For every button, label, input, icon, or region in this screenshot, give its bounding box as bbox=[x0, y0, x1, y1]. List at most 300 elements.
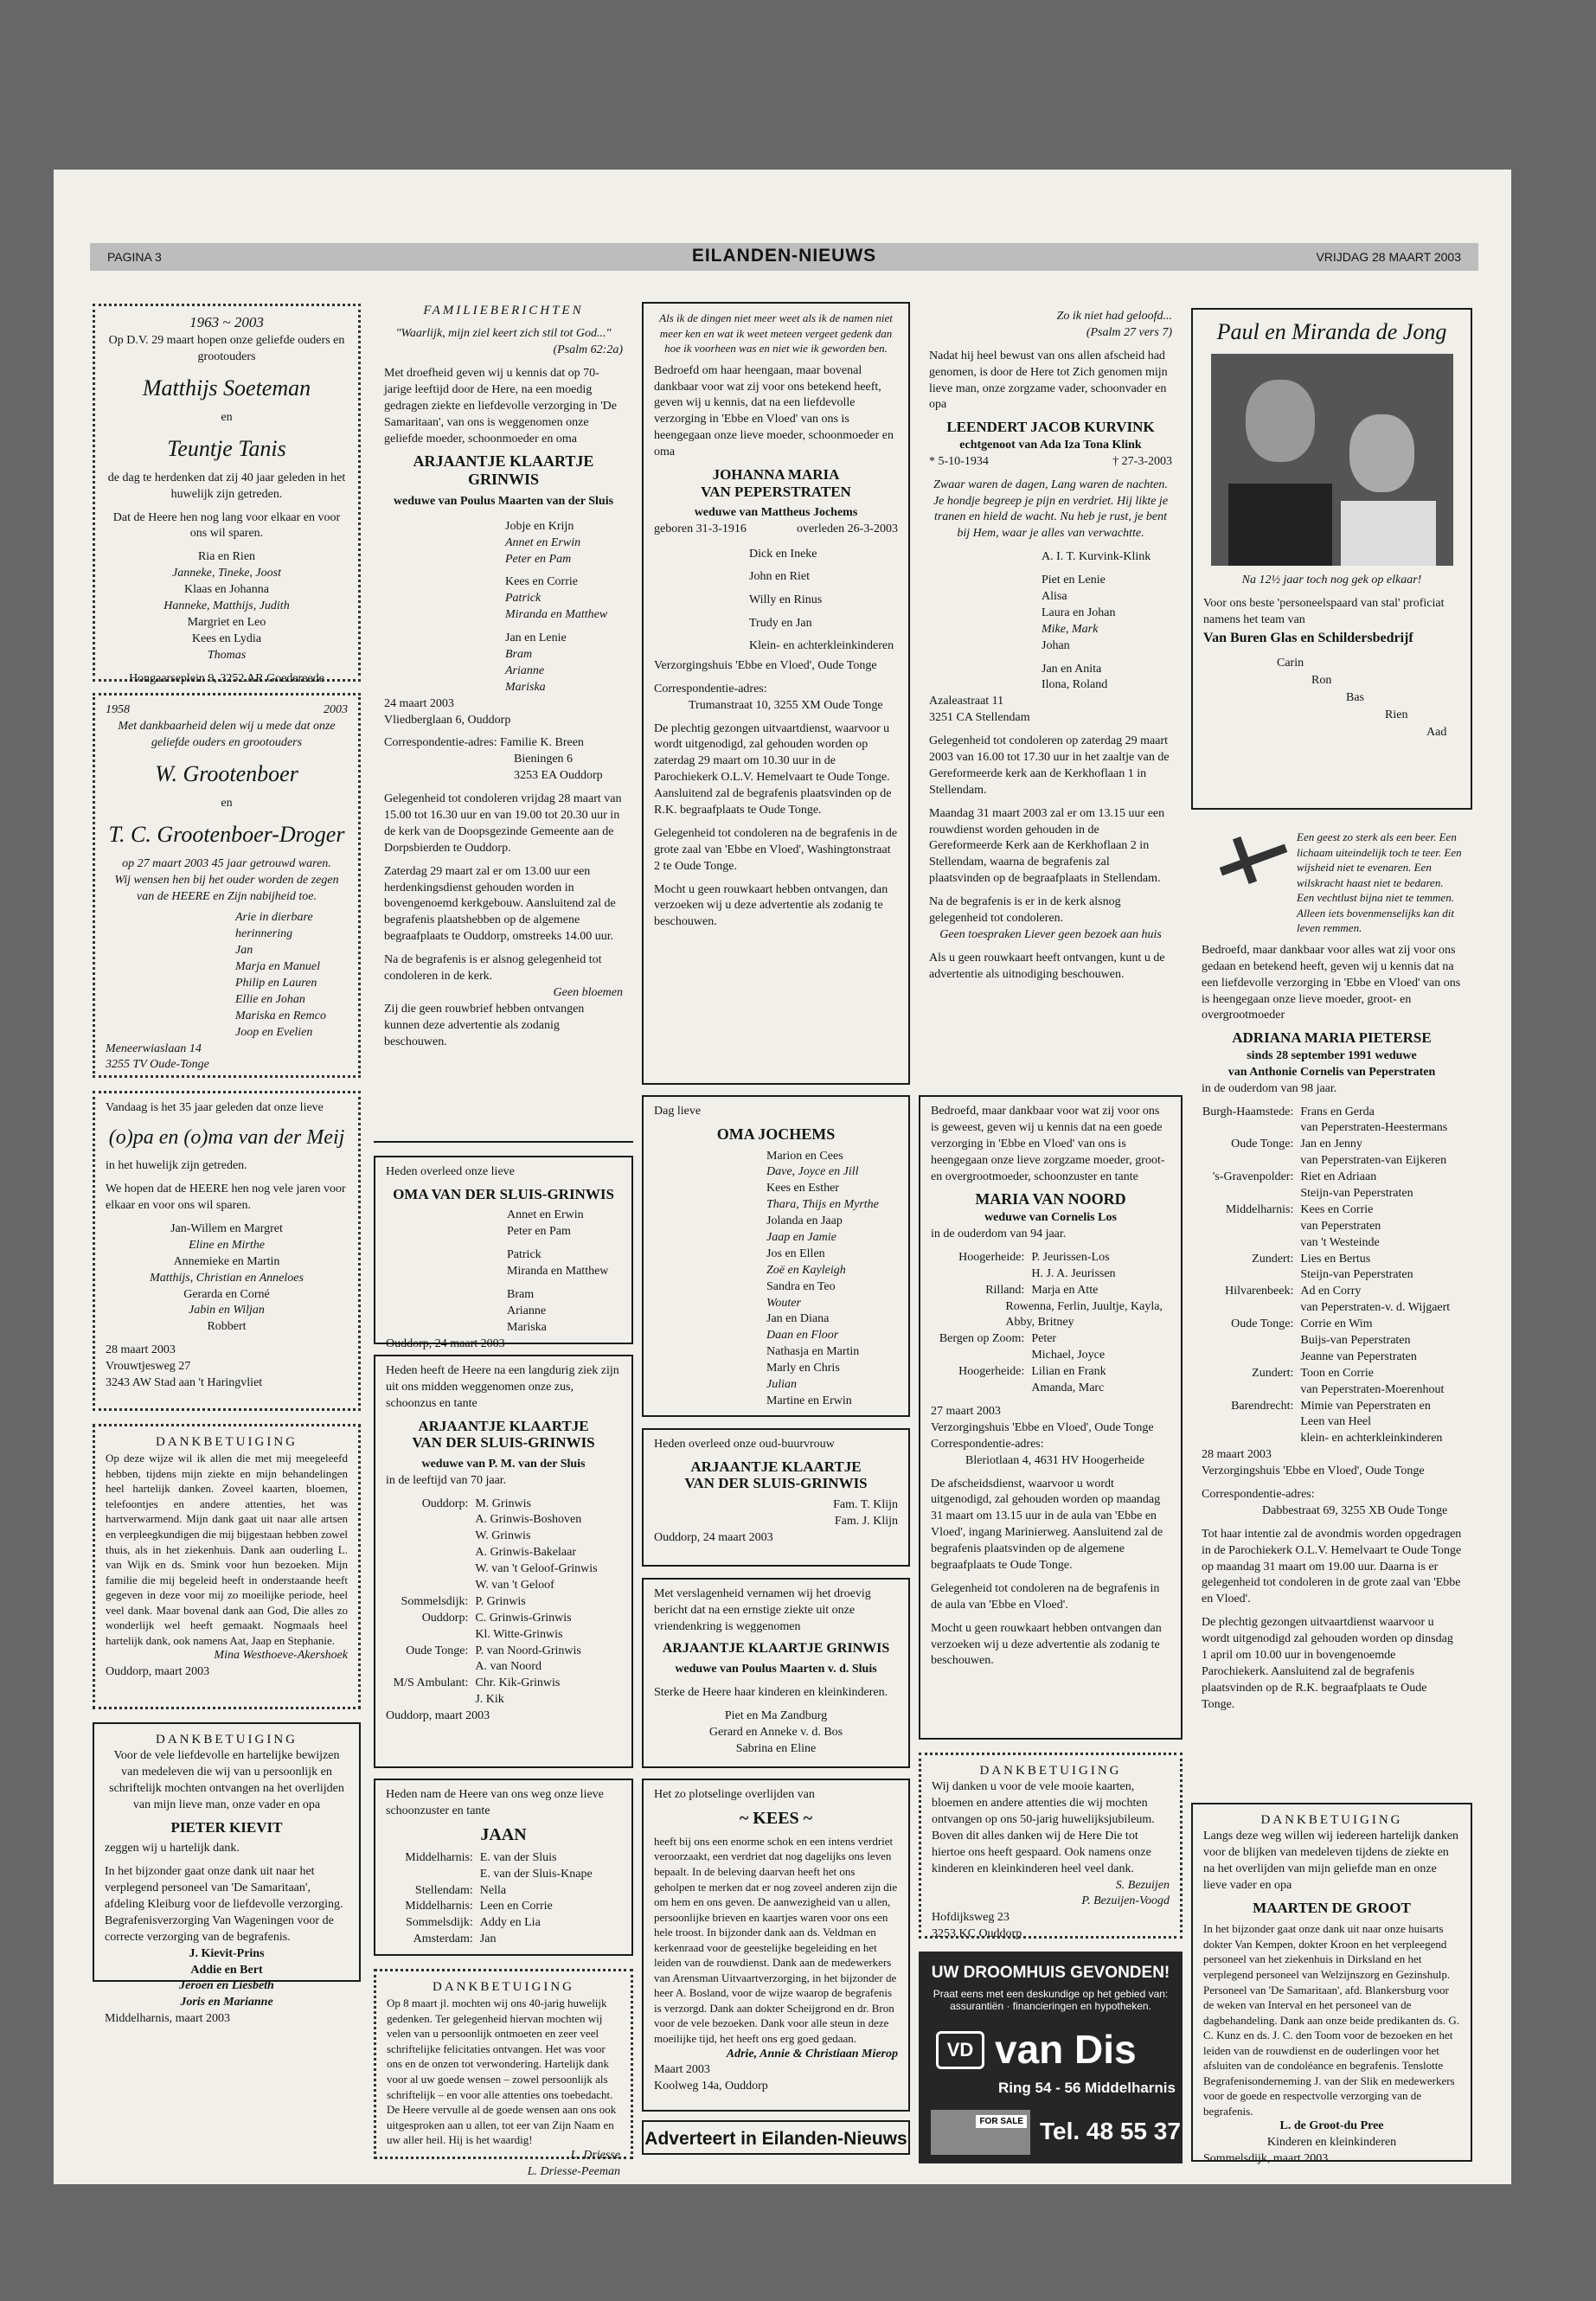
signer: Ria en Rien bbox=[197, 550, 256, 564]
signer: Thara, Thijs en Myrthe bbox=[766, 1198, 879, 1212]
relative-name: P. van Noord-Grinwis bbox=[475, 1644, 581, 1657]
relative-name: Chr. Kik-Grinwis bbox=[475, 1676, 561, 1690]
signer: Bram bbox=[507, 1288, 535, 1301]
relative-row bbox=[386, 1676, 621, 1692]
ad-subline: Praat eens met een deskundige op het gebied van: assurantiën · financieringen en hypotheken. bbox=[933, 1988, 1169, 2012]
text: Gelegenheid tot condoleren na de begrafenis in de aula van 'Ebbe en Vloed'. bbox=[931, 1581, 1160, 1612]
obituary-family-grinwis bbox=[374, 1355, 633, 1768]
date: 28 maart 2003 bbox=[1202, 1448, 1272, 1462]
signer: Dick en Ineke bbox=[749, 547, 817, 561]
text: De plechtig gezongen uitvaartdienst, waarvoor u wordt uitgenodigd, zal gehouden worden op zaterdag 29 maart om 10.30 uur in de Parochiekerk O.L.V. Hemelvaart te Oude Tonge. Aansluitend zal de begrafenis plaatsvinden op de R.K. begraafplaats te Oude Tonge. bbox=[654, 721, 892, 817]
obituary-oma-jochems bbox=[642, 1095, 910, 1417]
relative-name: Lilian en Frank bbox=[1031, 1365, 1106, 1379]
text: Voor de vele liefdevolle en hartelijke bewijzen van medeleven die wij van u persoonlijk en schriftelijk mochten ontvangen na het overlijden van mijn lieve man, onze vader en opa bbox=[109, 1749, 344, 1811]
relatives-list bbox=[386, 1497, 621, 1709]
name: ARJAANTJE KLAARTJE GRINWIS bbox=[413, 452, 594, 489]
relative-row bbox=[386, 1850, 621, 1867]
widow-of: weduwe van Poulus Maarten van der Sluis bbox=[393, 494, 614, 508]
thanks-bezuijen bbox=[919, 1753, 1183, 1939]
date: 27 maart 2003 bbox=[931, 1404, 1001, 1418]
signer: Trudy en Jan bbox=[749, 616, 812, 630]
signer: Jan en Lenie bbox=[505, 631, 567, 645]
cross-icon bbox=[1202, 830, 1297, 890]
relative-name: W. van 't Geloof-Grinwis bbox=[475, 1562, 598, 1576]
widow-of: van Anthonie Cornelis van Peperstraten bbox=[1227, 1065, 1436, 1079]
relative-row bbox=[931, 1283, 1170, 1299]
place-label: Hoogerheide: bbox=[958, 1365, 1025, 1379]
place-label: Amsterdam: bbox=[413, 1932, 473, 1946]
en: en bbox=[221, 796, 233, 810]
text: Mocht u geen rouwkaart hebben ontvangen dan verzoeken wij u deze advertentie als zodanig te beschouwen. bbox=[931, 1621, 1162, 1668]
caption: Na 12½ jaar toch nog gek op elkaar! bbox=[1241, 574, 1422, 587]
body: In het bijzonder gaat onze dank uit naar onze huisarts dokter Van Kempen, dokter Kroon en het verpleegend personeel van het ziekenhuis in Dirksland en het verplegend personeel van Welzijnszorg en Gezinshulp. Personeel van 'De Samaritaan', afd. Blankersburg voor de weken van Interval en het personeel van de dagbehandeling. Dank aan onze beide predikanten ds. G. C. Kunz en ds. J. C. den Toom voor de bezoeken en het leiden van de rouwdienst en de ouderlingen voor het afsluiten van de condoléance en begrafenis. Tenslotte Begrafenisonderneming J. van der Slik en medewerkers voor de goede en respectvolle verzorging van de begrafenis. bbox=[1203, 1922, 1460, 2118]
name: ~ KEES ~ bbox=[739, 1808, 813, 1828]
name: T. C. Grootenboer-Droger bbox=[108, 821, 345, 847]
address: Meneerwiaslaan 14 bbox=[106, 1042, 202, 1055]
widow-of: weduwe van P. M. van der Sluis bbox=[421, 1457, 586, 1471]
signer: Annet en Erwin bbox=[507, 1208, 584, 1222]
obituary-grinwis bbox=[374, 295, 633, 1143]
place-label: M/S Ambulant: bbox=[393, 1676, 469, 1690]
relative-name: Rowenna, Ferlin, Juultje, Kayla, Abby, Britney bbox=[1005, 1299, 1163, 1330]
signer: Mariska bbox=[507, 1320, 547, 1334]
relative-row bbox=[1202, 1120, 1462, 1137]
signer: Jan bbox=[235, 944, 253, 958]
signer: Addie en Bert bbox=[190, 1963, 263, 1977]
signer: Margriet en Leo bbox=[187, 615, 266, 629]
title: DANKBETUIGING bbox=[1260, 1813, 1403, 1827]
brand-address: Ring 54 - 56 Middelharnis bbox=[998, 2080, 1176, 2096]
relatives-list bbox=[1202, 1105, 1462, 1448]
relative-name: C. Grinwis-Grinwis bbox=[475, 1611, 572, 1625]
name: PIETER KIEVIT bbox=[170, 1818, 283, 1836]
signer: Dave, Joyce en Jill bbox=[766, 1165, 859, 1179]
place-label bbox=[386, 1867, 480, 1883]
signer: Eline en Mirthe bbox=[189, 1238, 265, 1252]
relative-name: van 't Westeinde bbox=[1300, 1235, 1380, 1249]
signer: Robbert bbox=[207, 1320, 247, 1334]
place-label: Zundert: bbox=[1252, 1252, 1294, 1266]
company: Van Buren Glas en Schildersbedrijf bbox=[1203, 630, 1413, 645]
signer: Piet en Ma Zandburg bbox=[724, 1708, 828, 1722]
widow-of: sinds 28 september 1991 weduwe bbox=[1247, 1048, 1417, 1062]
signer: L. Driesse-Peeman bbox=[527, 2164, 620, 2178]
signer: Kees en Esther bbox=[766, 1182, 839, 1195]
place-label: Hoogerheide: bbox=[958, 1250, 1025, 1264]
relative-name: Peter bbox=[1031, 1332, 1057, 1346]
obituary-peperstraten bbox=[642, 302, 910, 1085]
spouse: echtgenoot van Ada Iza Tona Klink bbox=[959, 438, 1142, 452]
signer: Kees en Lydia bbox=[191, 631, 262, 645]
quote-ref: (Psalm 62:2a) bbox=[553, 343, 623, 357]
signer: Ron bbox=[1311, 674, 1332, 688]
relative-name: Amanda, Marc bbox=[1031, 1381, 1105, 1395]
obituary-kurvink bbox=[919, 302, 1183, 1085]
place-label bbox=[1202, 1267, 1300, 1284]
relative-row bbox=[1202, 1333, 1462, 1349]
place-label: Oude Tonge: bbox=[1231, 1138, 1294, 1151]
no-flowers: Geen bloemen bbox=[553, 985, 623, 999]
signer: Kinderen en kleinkinderen bbox=[1266, 2136, 1397, 2150]
place-label: Middelharnis: bbox=[405, 1850, 473, 1864]
died: overleden 26-3-2003 bbox=[796, 522, 898, 535]
relative-name: van Peperstraten-van Eijkeren bbox=[1300, 1154, 1447, 1168]
relative-row bbox=[1202, 1300, 1462, 1317]
relative-row bbox=[1202, 1170, 1462, 1186]
relative-row bbox=[1202, 1382, 1462, 1399]
place-label: Middelharnis: bbox=[405, 1900, 473, 1913]
text: Met droefheid geven wij u kennis dat op 70-jarige leeftijd door de Here, na een moedig gedragen ziekte en liefdevolle verzorging in 'De Samaritaan', van ons is weggenomen onze geliefde moeder, schoonmoeder en oma bbox=[384, 367, 617, 445]
relative-name: P. Jeurissen-Los bbox=[1031, 1250, 1110, 1264]
date: 24 maart 2003 bbox=[384, 696, 454, 710]
place-label: Stellendam: bbox=[414, 1883, 473, 1897]
signer: Mike, Mark bbox=[1042, 622, 1099, 636]
text: Heden overleed onze lieve bbox=[386, 1165, 515, 1178]
signer: Marion en Cees bbox=[766, 1149, 843, 1163]
relative-name: Nella bbox=[479, 1883, 507, 1897]
name: ARJAANTJE KLAARTJE GRINWIS bbox=[662, 1640, 890, 1656]
signer: Willy en Rinus bbox=[749, 593, 823, 607]
relative-row bbox=[1202, 1349, 1462, 1366]
text: Heden overleed onze oud-buurvrouw bbox=[654, 1438, 835, 1451]
name: MARIA VAN NOORD bbox=[975, 1190, 1126, 1208]
body: Op 8 maart jl. mochten wij ons 40-jarig huwelijk gedenken. Ter gelegenheid hiervan mochten wij velen van u persoonlijk ontmoeten en zeer veel schriftelijke felicitaties ontvangen. Het was voor ons en de onzen tot verwondering. Hartelijk dank voor al uw goede wensen – zowel persoonlijk als schriftelijk – en voor alle attenties ons toebedacht. De Heere vervulle al de goede wensen aan ons ook uitgesproken aan u allen, tot eer van Zijn Naam en uw aller heil. Hij is het waardig! bbox=[387, 1997, 617, 2147]
quote: Zo ik niet had geloofd... bbox=[1056, 310, 1172, 323]
relative-name: P. Grinwis bbox=[475, 1594, 526, 1608]
relative-name: W. Grinwis bbox=[475, 1529, 531, 1543]
text: De afscheidsdienst, waarvoor u wordt uitgenodigd, zal gehouden worden op maandag 31 maart om 13.15 uur in de aula van 'Ebbe en Vloed', ingang Marinierweg. Aansluitend zal de begrafenis plaatsvinden op de algemene begraafplaats te Oude Tonge. bbox=[931, 1477, 1163, 1572]
name: OMA VAN DER SLUIS-GRINWIS bbox=[393, 1185, 614, 1202]
relative-name: Jan bbox=[479, 1932, 497, 1946]
text: zeggen wij u hartelijk dank. bbox=[105, 1842, 240, 1856]
relative-row bbox=[1202, 1284, 1462, 1300]
relative-name: van Peperstraten-Heestermans bbox=[1300, 1121, 1448, 1135]
thanks-driesse bbox=[374, 1969, 633, 2178]
thanks-mierop bbox=[642, 1779, 910, 2112]
correspondence: Correspondentie-adres: bbox=[1202, 1487, 1315, 1501]
address: Hofdijksweg 23 bbox=[932, 1911, 1010, 1925]
place-label bbox=[931, 1348, 1031, 1364]
name: VAN DER SLUIS-GRINWIS bbox=[684, 1475, 868, 1492]
quote: "Waarlijk, mijn ziel keert zich stil tot God..." bbox=[395, 327, 612, 341]
poem: Een geest zo sterk als een beer. Een lichaam uiteindelijk toch te teer. Een wijsheid niet te evenaren. Een wilskracht haast niet te bedaren. Een vechtlust bijna niet te temmen. Alleen iets bovenmenselijks kan dit leven remmen. bbox=[1297, 830, 1462, 935]
name: LEENDERT JACOB KURVINK bbox=[946, 419, 1155, 436]
signer: Jabin en Wiljan bbox=[189, 1304, 265, 1317]
ad-headline: UW DROOMHUIS GEVONDEN! bbox=[931, 1964, 1170, 1982]
place-label: Barendrecht: bbox=[1231, 1399, 1294, 1413]
signer: Thomas bbox=[207, 648, 247, 662]
place-label bbox=[386, 1512, 475, 1529]
section-title: FAMILIEBERICHTEN bbox=[423, 304, 584, 317]
relative-row bbox=[1202, 1202, 1462, 1219]
name: Teuntje Tanis bbox=[167, 435, 286, 461]
thanks-westhoeve bbox=[93, 1424, 361, 1709]
address: 3253 EA Ouddorp bbox=[514, 769, 603, 783]
place-label: Ouddorp: bbox=[421, 1611, 469, 1625]
widow-of: weduwe van Mattheus Jochems bbox=[694, 506, 858, 520]
place-label bbox=[1202, 1333, 1300, 1349]
relative-row bbox=[1202, 1366, 1462, 1382]
name: ARJAANTJE KLAARTJE bbox=[690, 1458, 862, 1475]
signature: Mina Westhoeve-Akershoek bbox=[214, 1649, 348, 1663]
place-label bbox=[386, 1545, 475, 1561]
address: Vliedberglaan 6, Ouddorp bbox=[384, 713, 511, 727]
anniversary-grootenboer bbox=[93, 693, 361, 1078]
name: MAARTEN DE GROOT bbox=[1253, 1899, 1411, 1916]
place-label bbox=[386, 1659, 475, 1676]
text: de dag te herdenken dat zij 40 jaar geleden in het huwelijk zijn getreden. bbox=[107, 471, 346, 501]
relative-name: Ad en Corry bbox=[1300, 1285, 1362, 1298]
signer: Jos en Ellen bbox=[766, 1247, 825, 1260]
relative-row bbox=[386, 1545, 621, 1561]
relative-name: Kl. Witte-Grinwis bbox=[475, 1627, 563, 1641]
relative-row bbox=[386, 1594, 621, 1611]
signer: Jan en Anita bbox=[1042, 662, 1102, 676]
poem: Zwaar waren de dagen, Lang waren de nachten. Je hondje begreep je pijn en verdriet. Hij likte je tranen en hield de wacht. Nu heb je rust, je bent bij Hem, waar je alles van verwachtte. bbox=[933, 478, 1169, 541]
vandis-advert bbox=[919, 1952, 1183, 2163]
intro: Op D.V. 29 maart hopen onze geliefde ouders en grootouders bbox=[108, 333, 345, 363]
signer: Klein- en achterkleinkinderen bbox=[749, 639, 894, 653]
signer: A. I. T. Kurvink-Klink bbox=[1042, 550, 1151, 564]
relative-row bbox=[1202, 1431, 1462, 1447]
address: 3243 AW Stad aan 't Haringvliet bbox=[106, 1375, 263, 1389]
obituary-neighbour bbox=[642, 1428, 910, 1567]
correspondence: Correspondentie-adres: bbox=[931, 1437, 1044, 1451]
body: Wij danken u voor de vele mooie kaarten, bloemen en andere attenties die wij mochten ontvangen op ons 50-jarig huwelijksjubileum. Boven dit alles danken wij de Here Die tot hiertoe ons heeft gespaard. Ook namens onze kinderen en kleinkinderen heel veel dank. bbox=[932, 1780, 1155, 1875]
relative-row bbox=[386, 1627, 621, 1644]
signer: Joris en Marianne bbox=[180, 1996, 273, 2009]
relative-name: Corrie en Wim bbox=[1300, 1317, 1373, 1331]
year: 2003 bbox=[324, 703, 348, 716]
text: Vandaag is het 35 jaar geleden dat onze lieve bbox=[106, 1101, 324, 1114]
relative-row bbox=[386, 1883, 621, 1900]
born: * 5-10-1934 bbox=[929, 454, 989, 468]
place-label: Sommelsdijk: bbox=[401, 1594, 469, 1608]
name: W. Grootenboer bbox=[155, 760, 298, 786]
address: Dabbestraat 69, 3255 XB Oude Tonge bbox=[1262, 1503, 1448, 1517]
died: † 27-3-2003 bbox=[1112, 454, 1172, 468]
text: Tot haar intentie zal de avondmis worden opgedragen in de Parochiekerk O.L.V. Hemelvaart te Oude Tonge op maandag 31 maart om 19.00 uur. Daarna is er gelegenheid tot condoleren in de grote zaal van 'Ebbe en Vloed'. bbox=[1202, 1527, 1462, 1606]
title: DANKBETUIGING bbox=[156, 1435, 298, 1449]
name: JAAN bbox=[480, 1824, 527, 1844]
signer: Martine en Erwin bbox=[766, 1394, 852, 1407]
signer: Arianne bbox=[507, 1304, 547, 1317]
signer: Jaap en Jamie bbox=[766, 1231, 836, 1245]
signer: Hanneke, Matthijs, Judith bbox=[163, 599, 290, 613]
address: Azaleastraat 11 bbox=[929, 695, 1004, 708]
signer: Wouter bbox=[766, 1296, 801, 1310]
text: Voor ons beste 'personeelspaard van stal' proficiat namens het team van bbox=[1203, 596, 1445, 626]
signer: P. Bezuijen-Voogd bbox=[1081, 1894, 1170, 1908]
text: Nadat hij heel bewust van ons allen afscheid had genomen, is door de Here tot Zich genomen mijn lieve man, onze zorgzame vader, schoonvader en opa bbox=[929, 349, 1168, 412]
relative-name: A. Grinwis-Bakelaar bbox=[475, 1546, 576, 1560]
relative-name: Marja en Atte bbox=[1031, 1283, 1099, 1297]
relative-row bbox=[1202, 1105, 1462, 1121]
relative-row bbox=[386, 1692, 621, 1708]
text: Met dankbaarheid delen wij u mede dat onze geliefde ouders en grootouders bbox=[118, 719, 336, 749]
signer: Jan en Diana bbox=[766, 1312, 830, 1326]
relative-name: Mimie van Peperstraten en bbox=[1300, 1399, 1431, 1413]
place-label bbox=[931, 1381, 1031, 1397]
title: Paul en Miranda de Jong bbox=[1216, 319, 1447, 344]
text: Als u geen rouwkaart heeft ontvangen, kunt u de advertentie als uitnodiging beschouwen. bbox=[929, 951, 1165, 981]
relatives-list bbox=[931, 1250, 1170, 1397]
relative-row bbox=[931, 1299, 1170, 1332]
address: Verzorgingshuis 'Ebbe en Vloed', Oude Tonge bbox=[1202, 1465, 1425, 1478]
place-label: Ouddorp: bbox=[421, 1497, 469, 1510]
relative-name: Riet en Adriaan bbox=[1300, 1170, 1377, 1184]
signer: Annemieke en Martin bbox=[173, 1254, 280, 1268]
text: De plechtig gezongen uitvaartdienst waarvoor u wordt uitgenodigd zal gehouden worden op dinsdag 1 april om 10.00 uur in bovengenoemde Parochiekerk. Aansluitend zal de begrafenis plaatsvinden op de R.K. begraafplaats te Oude Tonge. bbox=[1202, 1616, 1453, 1711]
text: Bedroefd, maar dankbaar voor wat zij voor ons is geweest, geven wij u kennis dat na een goede verzorging in 'Ebbe en Vloed' van ons is heengegaan onze lieve zorgzame moeder, groot- en overgrootmoeder, schoonzuster en tante bbox=[931, 1105, 1165, 1183]
page-header bbox=[90, 243, 1478, 271]
age: in de ouderdom van 94 jaar. bbox=[931, 1227, 1067, 1241]
signer: Sabrina en Eline bbox=[735, 1741, 817, 1755]
relative-row bbox=[386, 1644, 621, 1660]
age: in de leeftijd van 70 jaar. bbox=[386, 1473, 507, 1487]
place-label bbox=[1202, 1414, 1300, 1431]
signer: Marly en Chris bbox=[766, 1362, 840, 1375]
signer: Matthijs, Christian en Anneloes bbox=[150, 1271, 304, 1285]
place-label: Bergen op Zoom: bbox=[939, 1332, 1025, 1346]
relative-name: W. van 't Geloof bbox=[475, 1579, 554, 1592]
relative-row bbox=[1202, 1219, 1462, 1235]
relative-name: Jan en Jenny bbox=[1300, 1138, 1362, 1151]
signer: Jan-Willem en Margret bbox=[170, 1221, 283, 1235]
signer: J. Kievit-Prins bbox=[189, 1946, 265, 1960]
relative-row bbox=[386, 1659, 621, 1676]
date: Maart 2003 bbox=[654, 2063, 710, 2077]
relative-row bbox=[386, 1529, 621, 1545]
relative-name: Michael, Joyce bbox=[1031, 1349, 1106, 1362]
relative-name: Steijn-van Peperstraten bbox=[1300, 1186, 1413, 1200]
place-label bbox=[386, 1627, 475, 1644]
signer: L. de Groot-du Pree bbox=[1279, 2119, 1384, 2133]
place: Ouddorp, 24 maart 2003 bbox=[654, 1530, 773, 1544]
text: Na de begrafenis is er alsnog gelegenheid tot condoleren in de kerk. bbox=[384, 953, 602, 984]
text: Maandag 31 maart 2003 zal er om 13.15 uur een rouwdienst worden gehouden in de Gereformeerde Kerk aan de Kerkhoflaan 2 in Stellendam, waarna de begrafenis zal plaatsvinden op de begraafplaats in Stellendam. bbox=[929, 806, 1165, 886]
address: Hongaarseplein 9, 3252 AR Goedereede bbox=[129, 671, 324, 685]
relative-row bbox=[1202, 1267, 1462, 1284]
signer: Klaas en Johanna bbox=[184, 583, 269, 597]
relative-row bbox=[386, 1497, 621, 1513]
place-label: Oude Tonge: bbox=[406, 1644, 469, 1657]
relative-row bbox=[1202, 1153, 1462, 1170]
signature: Adrie, Annie & Christiaan Mierop bbox=[726, 2047, 898, 2061]
signer: Jobje en Krijn bbox=[505, 519, 574, 533]
place-label bbox=[1202, 1219, 1300, 1235]
place-label: Rilland: bbox=[985, 1283, 1025, 1297]
text: We hopen dat de HEERE hen nog vele jaren voor elkaar en voor ons wil sparen. bbox=[106, 1183, 346, 1213]
relative-name: Toon en Corrie bbox=[1300, 1366, 1374, 1380]
signer: Bram bbox=[505, 647, 533, 661]
relative-name: klein- en achterkleinkinderen bbox=[1300, 1432, 1443, 1445]
place-label: Oude Tonge: bbox=[1231, 1317, 1294, 1331]
year: 1958 bbox=[106, 703, 130, 716]
notice: Geen toespraken Liever geen bezoek aan huis bbox=[939, 927, 1162, 941]
name: (o)pa en (o)ma van der Meij bbox=[108, 1125, 345, 1149]
name: ADRIANA MARIA PIETERSE bbox=[1232, 1029, 1432, 1047]
signer: Ellie en Johan bbox=[235, 992, 305, 1006]
relative-row bbox=[931, 1266, 1170, 1283]
signer: Miranda en Matthew bbox=[505, 608, 608, 622]
signer: L. Driesse bbox=[570, 2148, 620, 2162]
text: Dat de Heere hen nog lang voor elkaar en voor ons wil sparen. bbox=[112, 510, 341, 541]
relative-row bbox=[386, 1512, 621, 1529]
signer: Piet en Lenie bbox=[1042, 574, 1106, 587]
relative-name: Kees en Corrie bbox=[1300, 1202, 1374, 1216]
place-label bbox=[931, 1299, 1005, 1332]
relative-row bbox=[931, 1364, 1170, 1381]
body: Op deze wijze wil ik allen die met mij meegeleefd hebben, tijdens mijn ziekte en mijn behandelingen heel hartelijk danken. Zoveel kaarten, bloemen, telefoontjes en andere attenties, het was hartverwarmend. Mijn dank gaat uit naar alle artsen en verpleegkundigen die mij bijgestaan hebben zowel thuis, als in het ziekenhuis. Dank aan ouderling L. van Wijk en ds. Smink voor hun bezoeken. Mijn familie die mij begeleid heeft in onderstaande heeft gegeven in deze voor mij zo moeilijke periode, heel veel dank. Maar bovenal dank aan God, Die alles zo wonderlijk wel heeft gemaakt. Nogmaals heel hartelijk dank, ook namens Aat, Jaap en Stephanie. bbox=[106, 1452, 348, 1647]
signer: Arie in dierbare herinnering bbox=[235, 911, 313, 941]
signer: Mariska en Remco bbox=[235, 1009, 326, 1022]
relatives-list bbox=[386, 1850, 621, 1948]
relative-row bbox=[931, 1381, 1170, 1397]
signer: Aad bbox=[1426, 726, 1447, 740]
title: DANKBETUIGING bbox=[433, 1980, 574, 1994]
place-label bbox=[386, 1692, 475, 1708]
signer: Peter en Pam bbox=[507, 1225, 571, 1239]
place-label bbox=[386, 1529, 475, 1545]
signer: Jolanda en Jaap bbox=[766, 1215, 843, 1228]
place-label: Burgh-Haamstede: bbox=[1202, 1105, 1294, 1118]
relative-name: van Peperstraten-v. d. Wijgaert bbox=[1300, 1301, 1451, 1315]
place-label: Zundert: bbox=[1252, 1366, 1294, 1380]
obituary-pieterse bbox=[1191, 823, 1472, 1791]
relative-row bbox=[1202, 1414, 1462, 1431]
name: Matthijs Soeteman bbox=[142, 375, 311, 401]
thanks-degroot bbox=[1191, 1803, 1472, 2166]
place-label bbox=[386, 1578, 475, 1594]
text: Gelegenheid tot condoleren vrijdag 28 maart van 15.00 tot 16.30 uur en van 19.00 tot 20.30 uur in de kerk van de Doopsgezinde Gemeente aan de Dorpsbierden te Ouddorp. bbox=[384, 792, 622, 855]
obituary-jaan bbox=[374, 1779, 633, 1956]
relative-row bbox=[386, 1578, 621, 1594]
relative-name: Lies en Bertus bbox=[1300, 1252, 1371, 1266]
address: Verzorgingshuis 'Ebbe en Vloed', Oude Tonge bbox=[931, 1420, 1154, 1434]
place: Ouddorp, maart 2003 bbox=[106, 1665, 210, 1679]
address: Trumanstraat 10, 3255 XM Oude Tonge bbox=[689, 698, 883, 712]
relative-name: E. van der Sluis-Knape bbox=[479, 1867, 593, 1881]
signer: Jeroen en Liesbeth bbox=[179, 1979, 274, 1993]
body: heeft bij ons een enorme schok en een intens verdriet veroorzaakt, een verdriet dat nog dagelijks ons leven bepaalt. In de beleving daarvan heeft het ons geholpen te merken dat er nog zoveel anderen zijn die om hem en ons geven. De aanwezigheid van u allen, persoonlijke brieven en kaartjes waren voor ons een hele troost. In bijzonder dank aan ds. Veldman en kerkenraad voor de geestelijke begeleiding en het leiden van de rouwdienst. Dank aan de medewerkers van Arensman Uitvaartverzorging, in het bijzonder de heer A. Bosland, voor de wijze waarop de begrafenis is verzorgd. Dank aan dokter Scheijgrond en dr. Bron voor de vele bezoeken. Dank voor alle steun in deze moeilijke tijd, het heeft ons erg goed gedaan. bbox=[654, 1834, 898, 2045]
newspaper-page bbox=[54, 170, 1511, 2184]
place-label: Hilvarenbeek: bbox=[1225, 1285, 1294, 1298]
relative-name: Addy en Lia bbox=[479, 1916, 541, 1930]
address: Vrouwtjesweg 27 bbox=[106, 1360, 191, 1374]
relative-name: Leen en Corrie bbox=[479, 1900, 553, 1913]
place-label bbox=[1202, 1235, 1300, 1252]
title: DANKBETUIGING bbox=[156, 1733, 298, 1747]
signer: Peter en Pam bbox=[505, 552, 572, 566]
relative-row bbox=[386, 1867, 621, 1883]
anniversary-vandermeij bbox=[93, 1091, 361, 1411]
place-label bbox=[1202, 1382, 1300, 1399]
signer: Janneke, Tineke, Joost bbox=[172, 567, 281, 580]
text: Langs deze weg willen wij iedereen hartelijk danken voor de blijken van medeleven tijdens de ziekte en na het overlijden van mijn geliefde man en onze lieve vader en opa bbox=[1203, 1830, 1459, 1892]
relative-name: J. Kik bbox=[475, 1693, 504, 1707]
text: Bedroefd om haar heengaan, maar bovenal dankbaar voor wat zij voor ons betekend heeft, geven wij u kennis, dat na een liefdevolle verzorging in 'Ebbe en Vloed' van ons is heengegaan onze lieve moeder, schoonmoeder en oma bbox=[654, 363, 894, 459]
text: Zaterdag 29 maart zal er om 13.00 uur een herdenkingsdienst gehouden worden in bovengenoemd kerkgebouw. Aansluitend zal de begrafenis plaatshebben op de algemene begraafplaats te Ouddorp, omstreeks 14.00 uur. bbox=[384, 864, 616, 944]
signer: Miranda en Matthew bbox=[507, 1265, 609, 1279]
text: Bedroefd, maar dankbaar voor alles wat zij voor ons gedaan en betekend heeft, geven wij u kennis dat na een liefdevolle verzorging in 'Ebbe en Vloed' van ons is heengegaan onze lieve moeder, groot- en overgrootmoeder bbox=[1202, 943, 1461, 1022]
text: Met verslagenheid vernamen wij het droevig bericht dat na een ernstige ziekte uit onze vriendenkring is weggenomen bbox=[654, 1587, 871, 1633]
relative-row bbox=[386, 1611, 621, 1627]
years: 1963 ~ 2003 bbox=[189, 314, 264, 330]
born: geboren 31-3-1916 bbox=[654, 522, 747, 535]
signer: Alisa bbox=[1042, 590, 1067, 604]
title: DANKBETUIGING bbox=[979, 1764, 1122, 1778]
